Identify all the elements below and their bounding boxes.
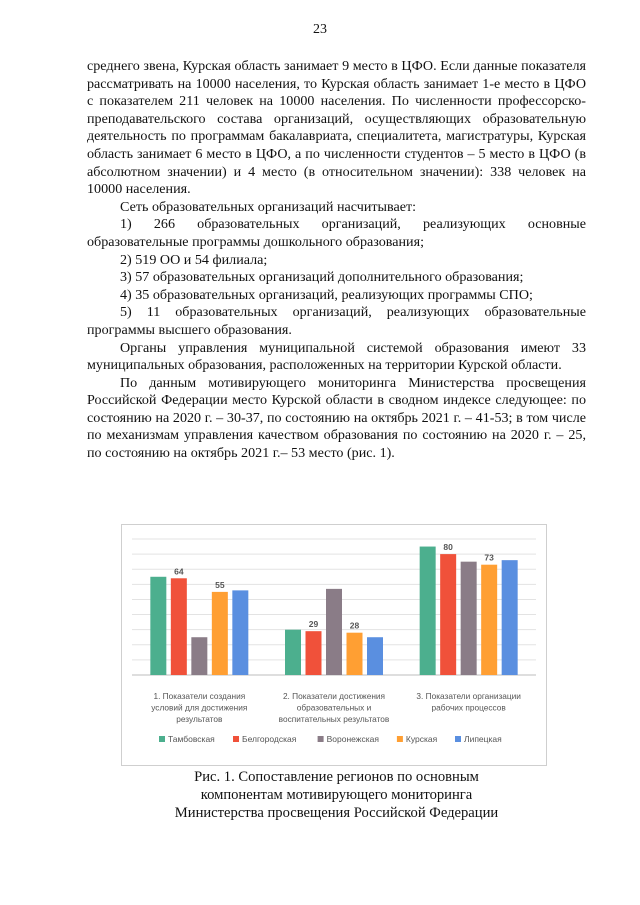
bar-курская bbox=[347, 633, 363, 675]
bar-тамбовская bbox=[285, 630, 301, 675]
legend-swatch bbox=[397, 736, 403, 742]
bar-липецкая bbox=[367, 637, 383, 675]
data-label: 80 bbox=[443, 542, 453, 553]
body-text bbox=[87, 58, 586, 463]
bar-липецкая bbox=[502, 560, 518, 675]
paragraph-4: По данным мотивирующего мониторинга Министерства просвещения Российской Федерации место Курской области в сводном индексе следующее: по состоянию на 2020 г. – 30-37, по состоянию на октябрь 2021 г. – 41-53; в том числе по механизмам управления качеством образования по состоянию на 2020 г. – 25, по состоянию на октябрь 2021 г.– 53 место (рис. 1). bbox=[87, 374, 586, 462]
category-label: результатов bbox=[176, 714, 223, 724]
bar-липецкая bbox=[232, 590, 248, 675]
category-label: рабочих процессов bbox=[431, 702, 506, 713]
bar-белгородская bbox=[171, 578, 187, 675]
figure-chart bbox=[121, 524, 547, 766]
paragraph-2: Сеть образовательных организаций насчитывает: bbox=[120, 198, 417, 215]
page-number: 23 bbox=[313, 22, 327, 37]
legend-swatch bbox=[455, 736, 461, 742]
data-label: 29 bbox=[308, 619, 319, 630]
category-label: 2. Показатели достижения bbox=[282, 691, 386, 701]
list-item-2: 2) 519 ОО и 54 филиала; bbox=[120, 251, 268, 268]
paragraph-1: среднего звена, Курская область занимает 9 место в ЦФО. Если данные показателя рассматривать на 10000 населения, то Курская область занимает 1-е место в ЦФО с показателем 211 человек на 10000 населения. По численности профессорско-преподавательского состава организаций, осуществляющих образовательную деятельность по программам бакалавриата, специалитета, магистратуры, Курская область занимает 6 место в ЦФО, а по численности студентов – 5 место в ЦФО (в абсолютном значении) и 4 место (в относительном значении): 338 человек на 10000 населения. bbox=[87, 58, 586, 198]
data-label: 55 bbox=[215, 579, 225, 590]
bar-тамбовская bbox=[150, 577, 166, 675]
legend-label: Курская bbox=[405, 734, 438, 744]
list-item-4: 4) 35 образовательных организаций, реализующих программы СПО; bbox=[120, 286, 533, 303]
legend-swatch bbox=[159, 736, 165, 742]
bar-тамбовская bbox=[420, 547, 436, 675]
legend-swatch bbox=[233, 736, 239, 742]
bar-chart bbox=[122, 525, 546, 765]
legend-swatch bbox=[318, 736, 324, 742]
data-label: 73 bbox=[484, 552, 494, 563]
category-label: образовательных и bbox=[296, 702, 372, 713]
legend-label: Белгородская bbox=[242, 734, 297, 744]
list-item-5: 5) 11 образовательных организаций, реализующих образовательные программы высшего образования. bbox=[87, 304, 586, 338]
caption-line-1: Рис. 1. Сопоставление регионов по основным bbox=[194, 769, 479, 785]
category-label: 1. Показатели создания bbox=[153, 691, 246, 701]
legend-label: Тамбовская bbox=[168, 734, 215, 744]
bar-воронежская bbox=[461, 562, 477, 675]
bar-курская bbox=[481, 565, 497, 675]
legend-label: Липецкая bbox=[464, 734, 502, 744]
data-label: 28 bbox=[349, 620, 360, 631]
caption-line-2: компонентам мотивирующего мониторинга bbox=[200, 787, 473, 803]
list-item-3: 3) 57 образовательных организаций дополнительного образования; bbox=[120, 269, 524, 286]
bar-воронежская bbox=[191, 637, 207, 675]
legend-label: Воронежская bbox=[326, 734, 379, 744]
list-item-1: 1) 266 образовательных организаций, реализующих основные образовательные программы дошкольного образования; bbox=[87, 216, 586, 250]
category-label: 3. Показатели организации bbox=[416, 691, 521, 701]
figure-caption bbox=[87, 768, 586, 822]
bar-белгородская bbox=[440, 554, 456, 675]
paragraph-3: Органы управления муниципальной системой образования имеют 33 муниципальных образования, расположенных на территории Курской области. bbox=[87, 339, 586, 374]
data-label: 64 bbox=[174, 566, 184, 577]
bar-белгородская bbox=[306, 631, 322, 675]
category-label: воспитательных результатов bbox=[278, 714, 390, 724]
bar-курская bbox=[212, 592, 228, 675]
caption-line-3: Министерства просвещения Российской Федерации bbox=[174, 805, 499, 821]
bar-воронежская bbox=[326, 589, 342, 675]
category-label: условий для достижения bbox=[151, 702, 248, 713]
